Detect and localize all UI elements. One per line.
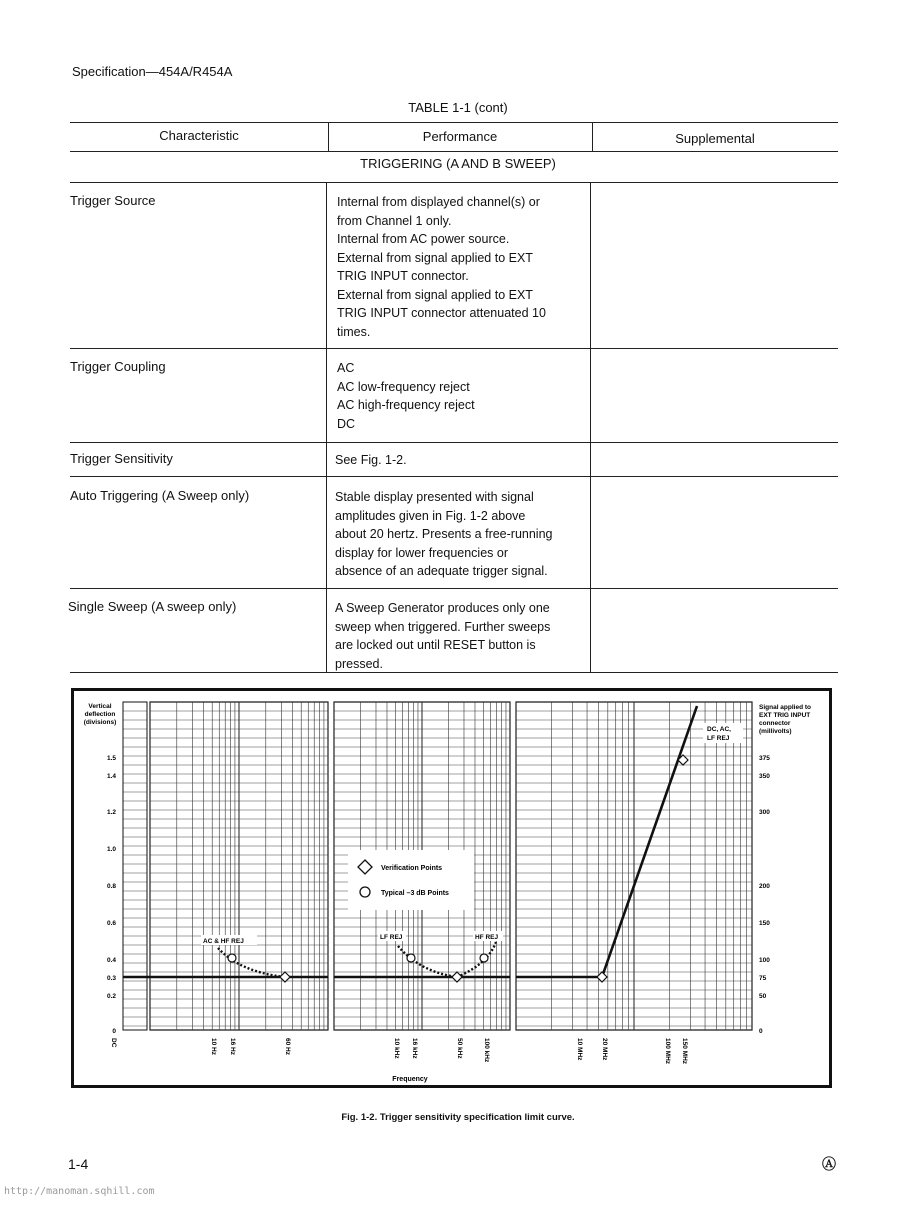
- left-axis-title-line: deflection: [84, 711, 116, 718]
- y2-tick-label: 150: [759, 920, 770, 927]
- right-axis-title-line: connector: [759, 720, 791, 727]
- label-lf-rej: LF REJ: [380, 934, 403, 941]
- series-dc-rising: [602, 706, 697, 977]
- performance-auto-triggering: Stable display presented with signal amplitudes given in Fig. 1-2 above about 20 hertz. Presents a free-running display for lower frequencies or absence of an adequate trigger signal.: [335, 490, 553, 578]
- column-header-supplemental: Supplemental: [675, 131, 755, 146]
- y-tick-label: 0.2: [106, 993, 116, 1000]
- characteristic-single-sweep: Single Sweep (A sweep only): [68, 599, 237, 614]
- column-header-characteristic: Characteristic: [159, 128, 239, 143]
- publisher-logo: Ⓐ: [822, 1156, 836, 1172]
- y2-tick-label: 375: [759, 755, 770, 762]
- performance-trigger-source: Internal from displayed channel(s) or from Channel 1 only. Internal from AC power source. External from signal applied to EXT TRIG INPUT connector. External from signal applied to EXT TRIG INPUT connector attenuated 10 times.: [337, 195, 546, 339]
- series-lf-rej: [398, 946, 457, 977]
- y2-tick-label: 350: [759, 773, 770, 780]
- typical-point: [480, 954, 488, 962]
- characteristic-auto-triggering: Auto Triggering (A Sweep only): [70, 488, 250, 503]
- x-tick-label: 16 kHz: [411, 1038, 418, 1059]
- x-tick-label: 20 MHz: [601, 1038, 608, 1061]
- y2-tick-label: 0: [759, 1028, 763, 1035]
- characteristic-trigger-coupling: Trigger Coupling: [70, 359, 166, 374]
- x-tick-label: 50 kHz: [456, 1038, 463, 1059]
- legend-box: [348, 850, 474, 910]
- label-lf-rej-right: LF REJ: [707, 735, 730, 742]
- x-tick-label: 150 MHz: [681, 1038, 688, 1065]
- right-axis-title-line: (millivolts): [759, 728, 792, 735]
- label-dc-ac: DC, AC,: [707, 726, 731, 733]
- performance-trigger-coupling: AC AC low-frequency reject AC high-frequency reject DC: [337, 361, 475, 431]
- y-tick-label: 1.5: [106, 755, 116, 762]
- y2-tick-label: 200: [759, 883, 770, 890]
- y-tick-label: 0: [112, 1028, 116, 1035]
- y2-tick-label: 75: [759, 975, 767, 982]
- column-header-performance: Performance: [422, 129, 498, 144]
- performance-trigger-sensitivity: See Fig. 1-2.: [335, 453, 407, 467]
- left-axis-title-line: (divisions): [83, 719, 117, 726]
- left-axis-title-line: Vertical: [88, 703, 112, 710]
- performance-single-sweep: A Sweep Generator produces only one sweep when triggered. Further sweeps are locked out until RESET button is pressed.: [335, 601, 551, 671]
- y2-tick-label: 300: [759, 809, 770, 816]
- characteristic-trigger-source: Trigger Source: [70, 193, 156, 208]
- y-tick-label: 0.4: [106, 957, 116, 964]
- characteristic-trigger-sensitivity: Trigger Sensitivity: [70, 451, 173, 466]
- section-title: TRIGGERING (A AND B SWEEP): [360, 156, 556, 171]
- x-tick-label: 10 kHz: [393, 1038, 400, 1059]
- source-url: http://manoman.sqhill.com: [4, 1186, 155, 1197]
- x-tick-label: DC: [110, 1038, 117, 1048]
- x-tick-label: 16 Hz: [229, 1038, 236, 1055]
- typical-point-icon: [360, 887, 370, 897]
- y2-tick-label: 50: [759, 993, 767, 1000]
- verification-point: [452, 972, 462, 982]
- table-title: TABLE 1-1 (cont): [408, 100, 508, 115]
- x-tick-label: 10 Hz: [210, 1038, 217, 1055]
- typical-point: [228, 954, 236, 962]
- typical-point: [407, 954, 415, 962]
- legend-typical: Typical –3 dB Points: [381, 890, 449, 897]
- right-axis-title-line: EXT TRIG INPUT: [759, 712, 811, 719]
- x-tick-label: 60 Hz: [284, 1038, 291, 1055]
- label-ac-hf-rej: AC & HF REJ: [203, 938, 244, 945]
- y-tick-label: 1.0: [106, 846, 116, 853]
- y-tick-label: 0.6: [106, 920, 116, 927]
- y-tick-label: 0.3: [106, 975, 116, 982]
- legend-verification: Verification Points: [381, 865, 443, 872]
- figure-caption: Fig. 1-2. Trigger sensitivity specification limit curve.: [341, 1112, 575, 1123]
- x-tick-label: 100 MHz: [664, 1038, 671, 1065]
- page-number: 1-4: [68, 1156, 89, 1172]
- page-header: Specification—454A/R454A: [72, 64, 233, 79]
- x-axis-title: Frequency: [392, 1076, 428, 1083]
- right-axis-title-line: Signal applied to: [759, 704, 812, 711]
- label-hf-rej: HF REJ: [475, 934, 499, 941]
- series-ac-hf-rej: [218, 948, 285, 977]
- y2-tick-label: 100: [759, 957, 770, 964]
- y-tick-label: 1.2: [106, 809, 116, 816]
- x-tick-label: 10 MHz: [576, 1038, 583, 1061]
- y-tick-label: 0.8: [106, 883, 116, 890]
- x-tick-label: 100 kHz: [483, 1038, 490, 1063]
- y-tick-label: 1.4: [106, 773, 116, 780]
